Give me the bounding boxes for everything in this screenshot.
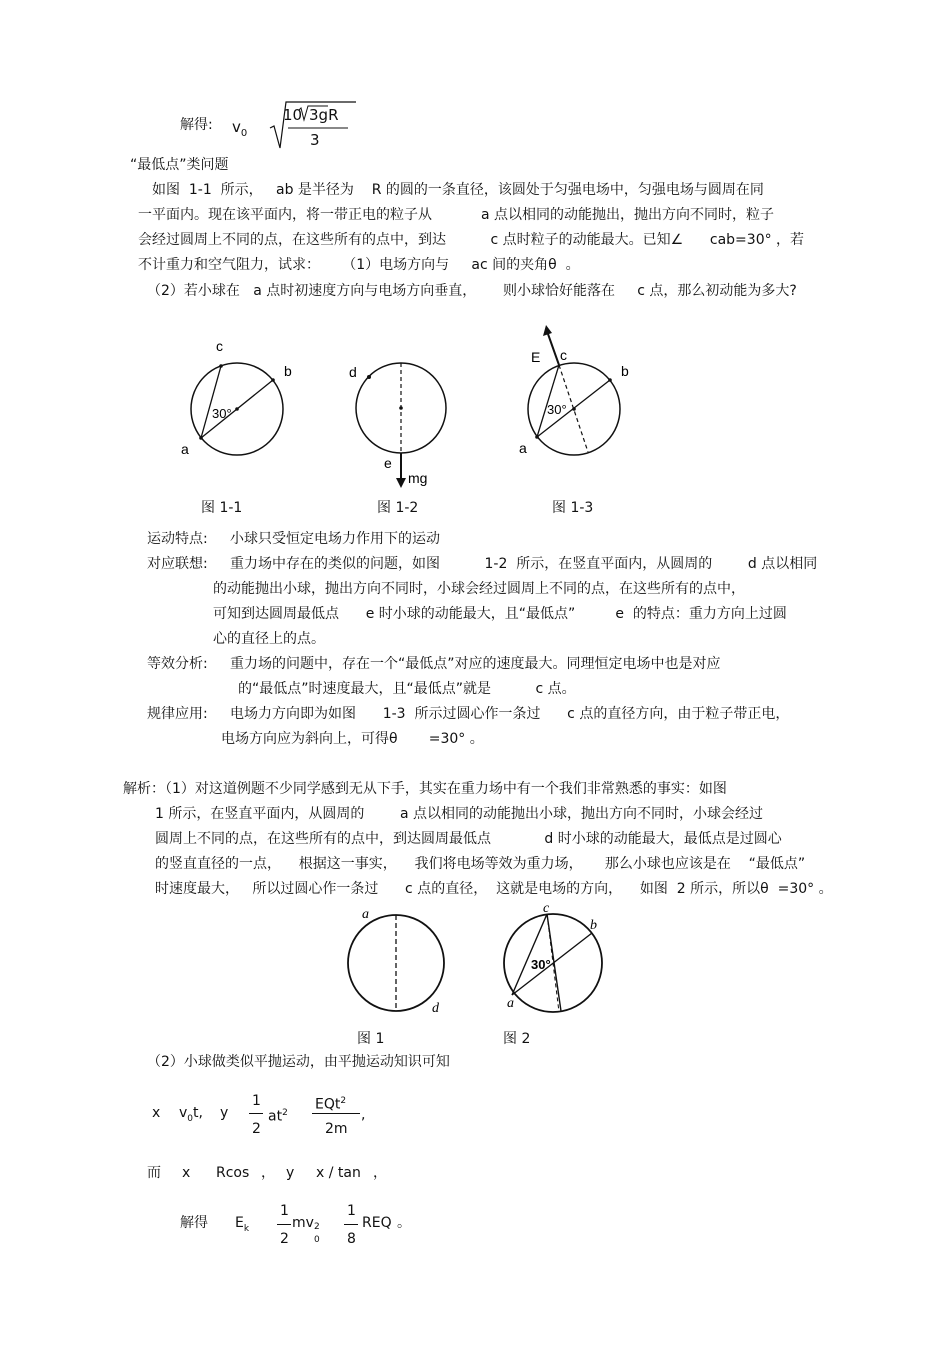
fig1-3-label-a: a xyxy=(519,440,527,456)
figure-1-caption: 图 1 xyxy=(357,1031,385,1047)
motion-label: 运动特点: xyxy=(147,531,208,547)
equiv-line-1: 重力场的问题中，存在一个“最低点”对应的速度最大。同理恒定电场中也是对应 xyxy=(230,656,721,672)
figure-2 xyxy=(498,903,610,1018)
eq3-half-denominator: 2 xyxy=(280,1231,289,1247)
eq2-rhs: x / tan xyxy=(316,1165,361,1181)
fig2-label-c: c xyxy=(543,901,550,916)
fig1-3-field-arrow xyxy=(548,334,559,365)
eq3-eighth-numerator: 1 xyxy=(347,1203,356,1219)
fig1-1-label-a: a xyxy=(181,441,189,457)
eq1-y: y xyxy=(220,1105,229,1121)
fig1-3-label-E: E xyxy=(531,349,541,365)
eq1-frac-bar xyxy=(312,1113,360,1114)
equiv-label: 等效分析: xyxy=(147,656,208,672)
rule-line-1: 电场力方向即为如图 1-3 所示过圆心作一条过 c 点的直径方向，由于粒子带正电， xyxy=(230,706,790,722)
fig2-label-b: b xyxy=(590,918,597,933)
assoc-line-3: 可知到达圆周最低点 e 时小球的动能最大，且“最低点” e 的特点：重力方向上过圆 xyxy=(213,606,787,622)
fig2-angle: 30° xyxy=(531,957,551,972)
eq1-half-fraction-bar xyxy=(249,1113,263,1114)
solution-label: 解得: xyxy=(180,117,213,133)
part2-intro: （2）小球做类似平抛运动，由平抛运动知识可知 xyxy=(147,1054,450,1070)
radical-denominator: 3 xyxy=(310,131,320,149)
figure-1-1 xyxy=(175,335,310,465)
assoc-line-1: 重力场中存在的类似的问题，如图 1-2 所示，在竖直平面内，从圆周的 d 点以相同 xyxy=(230,556,818,572)
solution-line-1: 解析：（1）对这道例题不少同学感到无从下手，其实在重力场中有一个我们非常熟悉的事实：如图 xyxy=(123,781,727,797)
fig1-label-a: a xyxy=(362,907,369,922)
eq1-v0t: $v_0t$, xyxy=(179,1105,203,1124)
fig1-3-label-b: b xyxy=(621,363,629,379)
fig2-label-a: a xyxy=(507,996,514,1011)
eq3-req: REQ xyxy=(362,1215,392,1231)
eq3-end: 。 xyxy=(397,1215,411,1231)
radical-numerator-coeff: 10 xyxy=(283,106,303,124)
eq2-comma-2: ， xyxy=(373,1165,387,1181)
figure-1-2-caption: 图 1-2 xyxy=(377,500,419,516)
solution-line-4: 的竖直直径的一点， 根据这一事实， 我们将电场等效为重力场， 那么小球也应该是在 “最低点” xyxy=(155,856,806,872)
radical-numerator-term: 3gR xyxy=(309,106,339,124)
eq1-frac-numerator: EQt$^2$ xyxy=(315,1096,347,1113)
eq1-half-denominator: 2 xyxy=(252,1121,261,1137)
solution-line-5: 时速度最大， 所以过圆心作一条过 c 点的直径， 这就是电场的方向， 如图 2 所示，所以θ =30° 。 xyxy=(155,881,833,897)
fig1-label-d: d xyxy=(432,1001,439,1016)
figure-1-2 xyxy=(340,350,460,490)
eq2-rcos: Rcos xyxy=(216,1165,250,1181)
fig1-2-label-mg: mg xyxy=(408,470,428,486)
motion-text: 小球只受恒定电场力作用下的运动 xyxy=(230,531,440,547)
equiv-line-2: 的“最低点”时速度最大，且“最低点”就是 c 点。 xyxy=(238,681,576,697)
eq1-half-numerator: 1 xyxy=(252,1093,261,1109)
assoc-label: 对应联想: xyxy=(147,556,208,572)
figure-1-1-caption: 图 1-1 xyxy=(201,500,243,516)
problem-line-2: 一平面内。现在该平面内，将一带正电的粒子从 a 点以相同的动能抛出，抛出方向不同时，粒子 xyxy=(138,207,774,223)
assoc-line-2: 的动能抛出小球，抛出方向不同时，小球会经过圆周上不同的点，在这些所有的点中， xyxy=(213,581,745,597)
fig2-chord-ac xyxy=(512,914,547,995)
rule-label: 规律应用: xyxy=(147,706,208,722)
fig2-diameter-ab xyxy=(512,933,592,995)
solution-line-3: 圆周上不同的点，在这些所有的点中，到达圆周最低点 d 时小球的动能最大，最低点是过圆心 xyxy=(155,831,782,847)
eq3-lead: 解得 xyxy=(180,1215,208,1231)
eq1-comma: , xyxy=(361,1107,366,1123)
eq3-eighth-fraction-bar xyxy=(344,1224,358,1225)
eq3-eighth-denominator: 8 xyxy=(347,1231,356,1247)
figure-2-caption: 图 2 xyxy=(503,1031,531,1047)
section-title: “最低点”类问题 xyxy=(130,157,229,173)
eq2-lead: 而 xyxy=(147,1165,161,1181)
solution-line-2: 1 所示，在竖直平面内，从圆周的 a 点以相同的动能抛出小球，抛出方向不同时，小球会经过 xyxy=(155,806,763,822)
fig1-3-chord-ac xyxy=(537,365,559,437)
fig1-1-label-b: b xyxy=(284,363,292,379)
problem-line-4: 不计重力和空气阻力，试求： （1）电场方向与 ac 间的夹角θ 。 xyxy=(138,257,580,273)
eq2-y: y xyxy=(286,1165,295,1181)
fig1-3-angle: 30° xyxy=(547,402,567,417)
eq3-mv02: mv 2 0 xyxy=(292,1215,320,1245)
assoc-line-4: 心的直径上的点。 xyxy=(213,631,325,647)
problem-line-1: 如图 1-1 所示， ab 是半径为 R 的圆的一条直径，该圆处于匀强电场中，匀强电场与圆周在同 xyxy=(152,182,764,198)
figure-1-3-caption: 图 1-3 xyxy=(552,500,594,516)
fig1-2-label-d: d xyxy=(349,364,357,380)
fig1-3-label-c: c xyxy=(560,347,567,363)
v0-symbol: $v_0$ xyxy=(232,118,248,139)
fig1-1-angle: 30° xyxy=(212,406,232,421)
rule-line-2: 电场方向应为斜向上，可得θ =30° 。 xyxy=(221,731,484,747)
eq2-comma-1: ， xyxy=(261,1165,275,1181)
eq1-at2: $at^2$ xyxy=(268,1108,288,1125)
problem-line-5: （2）若小球在 a 点时初速度方向与电场方向垂直， 则小球恰好能落在 c 点，那么初动能为多大? xyxy=(147,283,797,299)
eq1-x: x xyxy=(152,1105,161,1121)
eq1-frac-denominator: 2m xyxy=(325,1121,348,1137)
fig1-1-label-c: c xyxy=(216,338,223,354)
figure-1 xyxy=(340,905,450,1020)
eq3-half-numerator: 1 xyxy=(280,1203,289,1219)
problem-line-3: 会经过圆周上不同的点，在这些所有的点中，到达 c 点时粒子的动能最大。已知∠ cab=30° ，若 xyxy=(138,232,805,248)
eq3-half-fraction-bar xyxy=(277,1224,291,1225)
eq3-Ek: $E_k$ xyxy=(235,1215,250,1234)
fig1-2-label-e: e xyxy=(384,455,392,471)
figure-1-3 xyxy=(510,320,640,470)
eq2-x: x xyxy=(182,1165,191,1181)
